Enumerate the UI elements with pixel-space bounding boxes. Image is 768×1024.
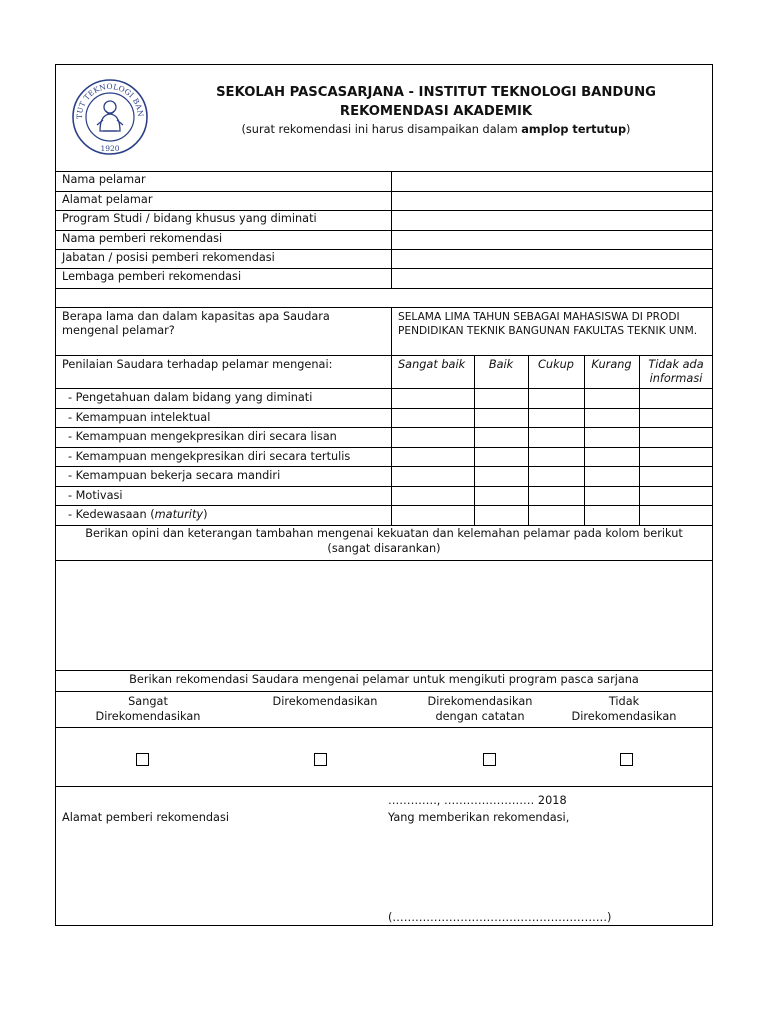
- signer-name-line[interactable]: (…………………………………………………): [388, 911, 612, 924]
- itb-logo: [70, 73, 150, 161]
- divider: [56, 466, 712, 467]
- divider: [56, 191, 712, 192]
- option-recommended-label: Direkomendasikan: [272, 695, 378, 708]
- option-highly-recommended-label-2: Direkomendasikan: [95, 710, 201, 723]
- criterion-independence: - Kemampuan bekerja secara mandiri: [68, 469, 281, 482]
- divider: [56, 560, 712, 561]
- divider: [56, 486, 712, 487]
- divider: [56, 408, 712, 409]
- recommender-institution-label: Lembaga pemberi rekomendasi: [62, 270, 242, 283]
- option-not-recommended-label: Tidak: [608, 695, 640, 708]
- criterion-maturity: - Kedewasaan (maturity): [68, 508, 208, 521]
- criterion-written-expression: - Kemampuan mengekpresikan diri secara tertulis: [68, 450, 351, 463]
- applicant-name-label: Nama pelamar: [62, 173, 146, 186]
- scale-no-information: Tidak ada informasi: [648, 358, 704, 385]
- divider: [56, 691, 712, 692]
- envelope-note: (surat rekomendasi ini harus disampaikan dalam amplop tertutup): [241, 123, 631, 136]
- applicant-address-field[interactable]: [398, 193, 708, 209]
- divider: [56, 249, 712, 250]
- criterion-intellectual: - Kemampuan intelektual: [68, 411, 211, 424]
- divider: [56, 427, 712, 428]
- criterion-motivation: - Motivasi: [68, 489, 123, 502]
- divider: [56, 355, 712, 356]
- divider: [56, 525, 712, 526]
- acquaintance-answer[interactable]: SELAMA LIMA TAHUN SEBAGAI MAHASISWA DI PRODI PENDIDIKAN TEKNIK BANGUNAN FAKULTAS TEKNIK UNM.: [398, 311, 698, 337]
- option-with-notes-label-2: dengan catatan: [435, 710, 525, 723]
- recommendation-prompt: Berikan rekomendasi Saudara mengenai pelamar untuk mengikuti program pasca sarjana: [129, 673, 639, 686]
- option-not-recommended-label-2: Direkomendasikan: [571, 710, 677, 723]
- column-divider: [391, 307, 392, 525]
- applicant-name-field[interactable]: [398, 173, 708, 189]
- divider: [56, 505, 712, 506]
- divider: [56, 171, 712, 172]
- recommender-name-field[interactable]: [398, 232, 708, 248]
- recommendation-form: [55, 64, 713, 926]
- divider: [56, 727, 712, 728]
- acquaintance-question: Berapa lama dan dalam kapasitas apa Saudara mengenal pelamar?: [62, 310, 330, 337]
- option-with-notes-label: Direkomendasikan: [427, 695, 533, 708]
- itb-seal-icon: [70, 73, 150, 161]
- column-divider: [584, 355, 585, 525]
- recommender-institution-field[interactable]: [398, 270, 708, 286]
- divider: [56, 288, 712, 289]
- svg-text:1920: 1920: [100, 144, 120, 153]
- scale-fair: Cukup: [538, 358, 574, 371]
- scale-very-good: Sangat baik: [398, 358, 466, 371]
- not-recommended-checkbox[interactable]: [620, 753, 633, 766]
- opinion-text-area[interactable]: [62, 565, 706, 665]
- option-highly-recommended-label: Sangat: [128, 695, 168, 708]
- study-program-label: Program Studi / bidang khusus yang diminati: [62, 212, 317, 225]
- divider: [56, 670, 712, 671]
- column-divider: [391, 171, 392, 288]
- form-title: REKOMENDASI AKADEMIK: [339, 104, 533, 119]
- signer-label: Yang memberikan rekomendasi,: [388, 811, 570, 824]
- column-divider: [639, 355, 640, 525]
- opinion-prompt-note: (sangat disarankan): [327, 542, 441, 555]
- opinion-prompt: Berikan opini dan keterangan tambahan mengenai kekuatan dan kelemahan pelamar pada kolom berikut: [85, 527, 683, 540]
- column-divider: [528, 355, 529, 525]
- divider: [56, 307, 712, 308]
- divider: [56, 447, 712, 448]
- divider: [56, 230, 712, 231]
- assessment-heading: Penilaian Saudara terhadap pelamar mengenai:: [62, 358, 333, 371]
- place-date-line[interactable]: …………., …………………… 2018: [388, 794, 567, 807]
- divider: [56, 210, 712, 211]
- divider: [56, 268, 712, 269]
- recommender-position-label: Jabatan / posisi pemberi rekomendasi: [62, 251, 275, 264]
- divider: [56, 388, 712, 389]
- recommender-name-label: Nama pemberi rekomendasi: [62, 232, 223, 245]
- applicant-address-label: Alamat pelamar: [62, 193, 153, 206]
- recommender-address-label: Alamat pemberi rekomendasi: [62, 811, 229, 824]
- column-divider: [474, 355, 475, 525]
- svg-text:INSTITUT TEKNOLOGI BANDUNG: TUT TEKNOLOGI BAN: [74, 81, 146, 120]
- scale-poor: Kurang: [591, 358, 632, 371]
- institution-title: SEKOLAH PASCASARJANA - INSTITUT TEKNOLOGI BANDUNG: [216, 85, 656, 100]
- criterion-knowledge: - Pengetahuan dalam bidang yang diminati: [68, 391, 313, 404]
- recommender-position-field[interactable]: [398, 251, 708, 267]
- recommended-with-notes-checkbox[interactable]: [483, 753, 496, 766]
- sealed-envelope-emphasis: amplop tertutup: [521, 123, 627, 136]
- divider: [56, 786, 712, 787]
- study-program-field[interactable]: [398, 212, 708, 228]
- highly-recommended-checkbox[interactable]: [136, 753, 149, 766]
- criterion-oral-expression: - Kemampuan mengekpresikan diri secara lisan: [68, 430, 337, 443]
- recommended-checkbox[interactable]: [314, 753, 327, 766]
- scale-good: Baik: [488, 358, 514, 371]
